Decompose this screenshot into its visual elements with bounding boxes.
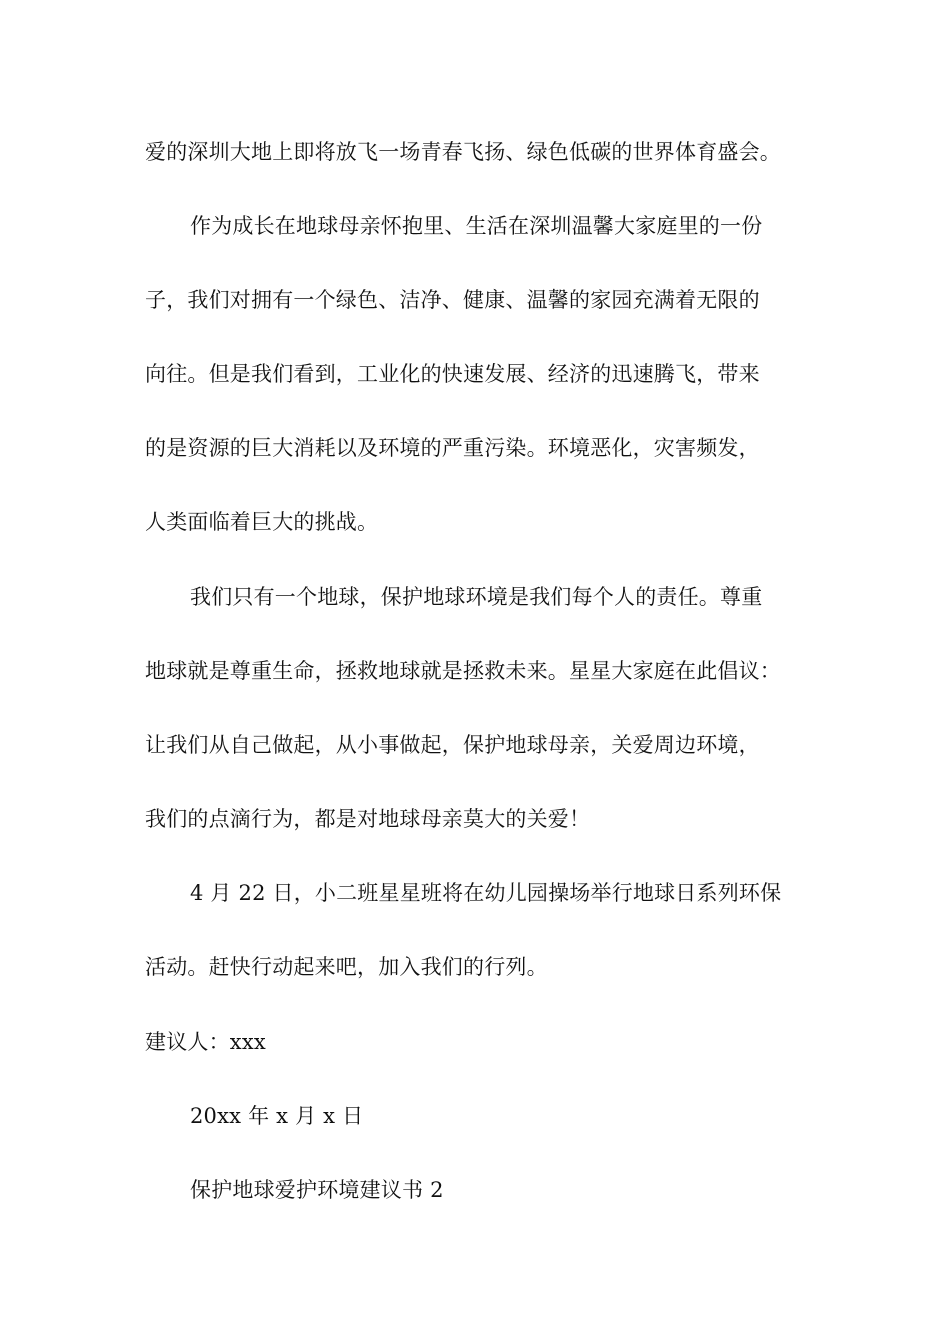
- paragraph-line: 作为成长在地球母亲怀抱里、生活在深圳温馨大家庭里的一份: [190, 214, 763, 238]
- paragraph-line: 子，我们对拥有一个绿色、洁净、健康、温馨的家园充满着无限的: [145, 288, 760, 312]
- paragraph-line: 人类面临着巨大的挑战。: [145, 510, 379, 534]
- date-line: 20xx 年 x 月 x 日: [190, 1104, 364, 1128]
- paragraph-line: 我们的点滴行为，都是对地球母亲莫大的关爱！: [145, 807, 591, 831]
- paragraph-line: 活动。赶快行动起来吧，加入我们的行列。: [145, 955, 548, 979]
- paragraph-line: 让我们从自己做起，从小事做起，保护地球母亲，关爱周边环境，: [145, 733, 760, 757]
- section-title: 保护地球爱护环境建议书 2: [190, 1178, 444, 1202]
- paragraph-line: 的是资源的巨大消耗以及环境的严重污染。环境恶化，灾害频发，: [145, 436, 760, 460]
- paragraph-line: 爱的深圳大地上即将放飞一场青春飞扬、绿色低碳的世界体育盛会。: [145, 140, 781, 164]
- paragraph-line: 4 月 22 日，小二班星星班将在幼儿园操场举行地球日系列环保: [190, 881, 782, 905]
- signer-line: 建议人：xxx: [145, 1030, 266, 1054]
- paragraph-line: 向往。但是我们看到，工业化的快速发展、经济的迅速腾飞，带来: [145, 362, 760, 386]
- paragraph-line: 我们只有一个地球，保护地球环境是我们每个人的责任。尊重: [190, 585, 763, 609]
- paragraph-line: 地球就是尊重生命，拯救地球就是拯救未来。星星大家庭在此倡议：: [145, 659, 781, 683]
